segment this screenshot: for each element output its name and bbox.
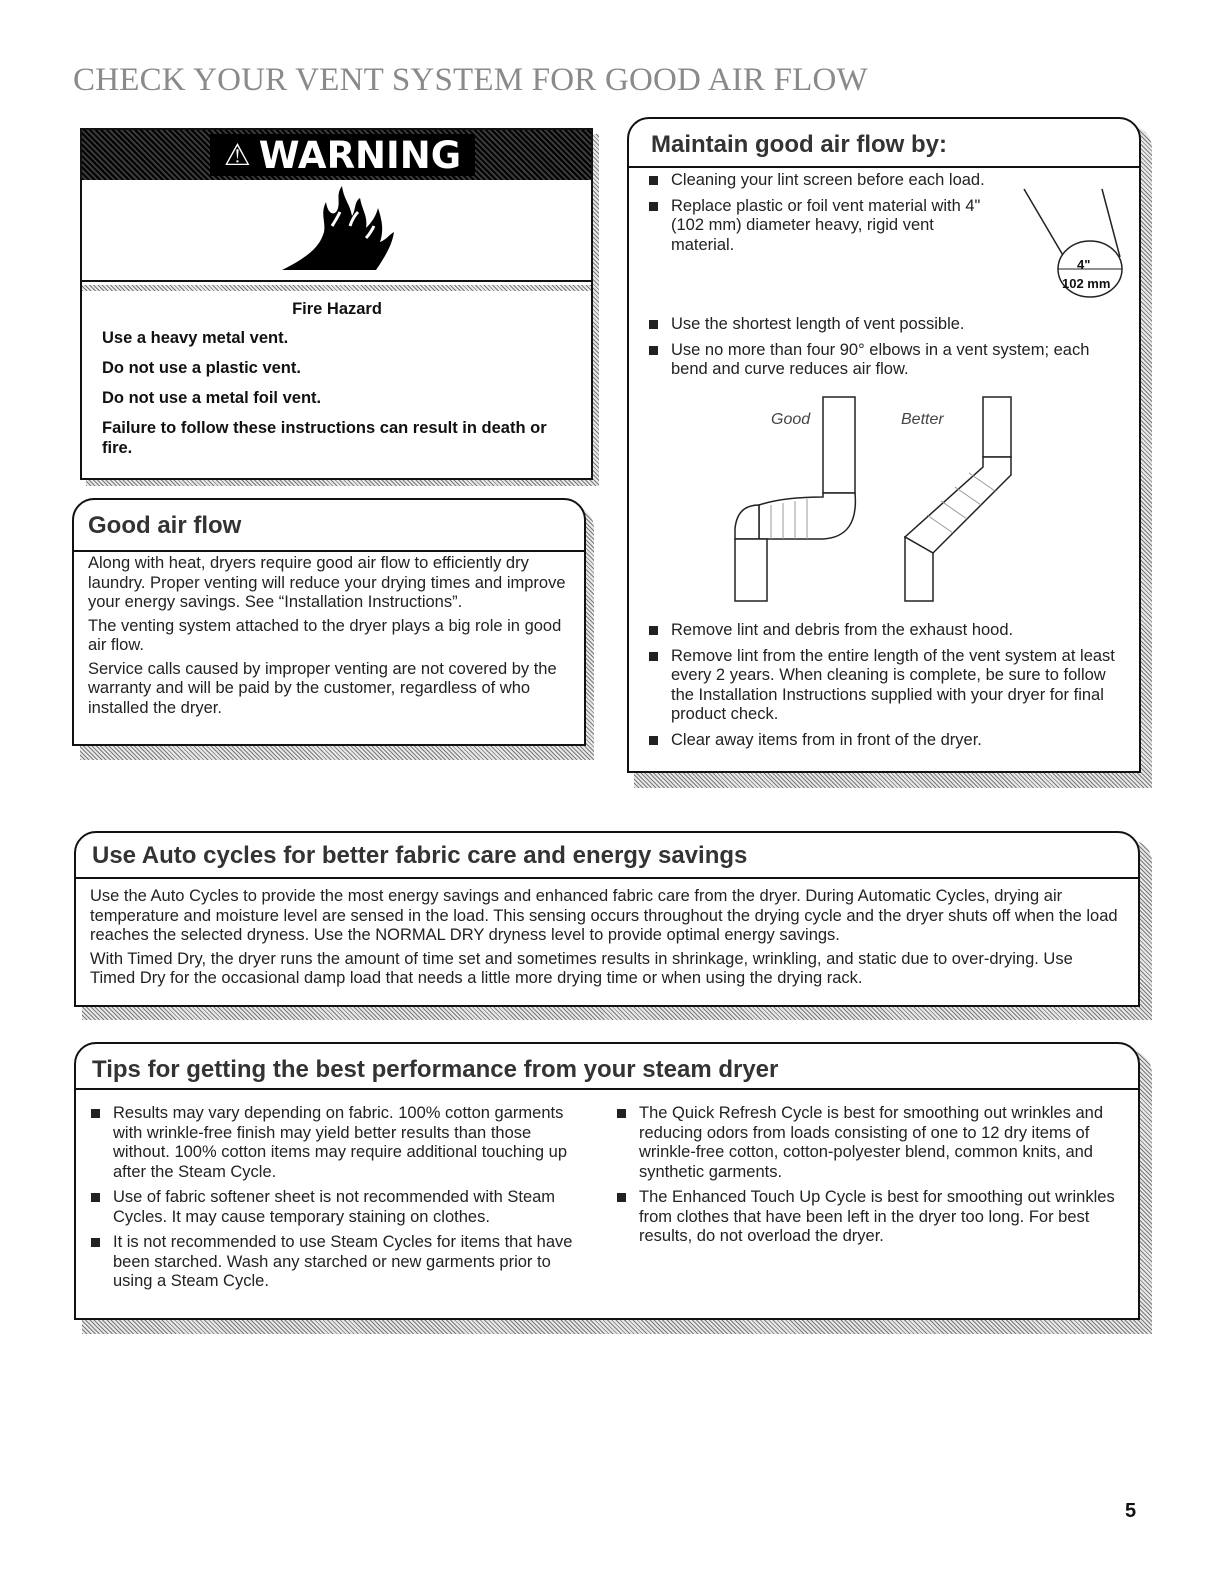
page-title: CHECK YOUR VENT SYSTEM FOR GOOD AIR FLOW [73, 62, 868, 98]
warning-header [82, 130, 591, 180]
paragraph: Along with heat, dryers require good air flow to efficiently dry laundry. Proper venting will reduce your drying times and improve your energy savings. See “Installation Instructions”. [88, 554, 566, 611]
warning-line: Do not use a metal foil vent. [102, 389, 322, 407]
list-item: Results may vary depending on fabric. 100% cotton garments with wrinkle-free finish may yield better results than those without. 100% cotton items may require additional touching up after the Steam Cycle. [88, 1104, 578, 1182]
maintain-bullets-bottom [646, 621, 1131, 756]
warning-line: Failure to follow these instructions can result in death or fire. [102, 419, 547, 457]
list-item: The Enhanced Touch Up Cycle is best for smoothing out wrinkles from clothes that have been left in the dryer too long. For best results, do not overload the dryer. [614, 1188, 1129, 1247]
good-air-flow-text [88, 554, 578, 722]
list-item: Remove lint and debris from the exhaust hood. [646, 621, 1131, 641]
good-air-flow-title: Good air flow [88, 512, 242, 539]
auto-cycles-title: Use Auto cycles for better fabric care and energy savings [92, 842, 748, 869]
list-item: Use the shortest length of vent possible. [646, 315, 1126, 335]
warning-box [80, 128, 593, 480]
diameter-label-mm: 102 mm [1062, 276, 1111, 291]
paragraph: With Timed Dry, the dryer runs the amount of time set and sometimes results in shrinkage, wrinkling, and static due to over-drying. Use Timed Dry for the occasional damp load that needs a little more drying time or when using the drying rack. [90, 949, 1073, 987]
maintain-bullets-mid [646, 315, 1126, 386]
section-rule [76, 877, 1138, 879]
auto-cycles-text [90, 887, 1120, 993]
section-rule [76, 1088, 1138, 1090]
auto-cycles-box [74, 831, 1140, 1007]
paragraph: Use the Auto Cycles to provide the most energy savings and enhanced fabric care from the dryer. During Automatic Cycles, drying air temperature and moisture level are sensed in the load. This sensing occurs throughout the drying cycle and the dryer shuts off when the load reaches the selected dryness. Use the NORMAL DRY dryness level to provide optimal energy savings. [90, 887, 1118, 944]
list-item: Remove lint from the entire length of the vent system at least every 2 years. When cleaning is complete, be sure to follow the Installation Instructions supplied with your dryer for final product check. [646, 647, 1131, 725]
list-item: Use of fabric softener sheet is not recommended with Steam Cycles. It may cause temporary staining on clothes. [88, 1188, 578, 1227]
warning-divider [82, 280, 591, 282]
warning-text [102, 300, 572, 468]
tips-box [74, 1042, 1140, 1320]
maintain-title: Maintain good air flow by: [651, 131, 947, 158]
list-item: Clear away items from in front of the dryer. [646, 731, 1131, 751]
diameter-label-in: 4" [1077, 257, 1091, 272]
paragraph: The venting system attached to the dryer plays a big role in good air flow. [88, 616, 562, 654]
good-label: Good [771, 411, 811, 428]
maintain-bullets-top [646, 171, 996, 261]
list-item: Use no more than four 90° elbows in a vent system; each bend and curve reduces air flow. [646, 341, 1126, 380]
warning-label [210, 134, 475, 176]
warning-label-text: WARNING [258, 133, 462, 177]
section-rule [74, 550, 584, 552]
page-number: 5 [1125, 1500, 1137, 1522]
tips-right-column [614, 1104, 1129, 1253]
tips-title: Tips for getting the best performance from your steam dryer [92, 1056, 779, 1083]
list-item: Replace plastic or foil vent material with 4" (102 mm) diameter heavy, rigid vent material. [646, 197, 996, 256]
list-item: The Quick Refresh Cycle is best for smoothing out wrinkles and reducing odors from loads consisting of one to 12 dry items of wrinkle-free cotton, cotton-polyester blend, common knits, and synthetic garments. [614, 1104, 1129, 1182]
list-item: It is not recommended to use Steam Cycles for items that have been starched. Wash any starched or new garments prior to using a Steam Cycle. [88, 1233, 578, 1292]
paragraph: Service calls caused by improper venting are not covered by the warranty and will be paid by the customer, regardless of who installed the dryer. [88, 659, 557, 717]
fire-icon [280, 186, 396, 272]
section-rule [629, 166, 1139, 168]
warning-line: Do not use a plastic vent. [102, 359, 301, 377]
better-label: Better [901, 411, 944, 428]
fire-hazard-heading: Fire Hazard [292, 300, 382, 318]
good-air-flow-box [72, 498, 586, 746]
warning-divider-hatch [82, 285, 591, 291]
warning-triangle-icon: ⚠ [223, 137, 251, 173]
vent-elbow-diagram [719, 387, 1019, 609]
list-item: Cleaning your lint screen before each load. [646, 171, 996, 191]
tips-left-column [88, 1104, 578, 1298]
warning-line: Use a heavy metal vent. [102, 329, 289, 347]
maintain-box [627, 117, 1141, 773]
